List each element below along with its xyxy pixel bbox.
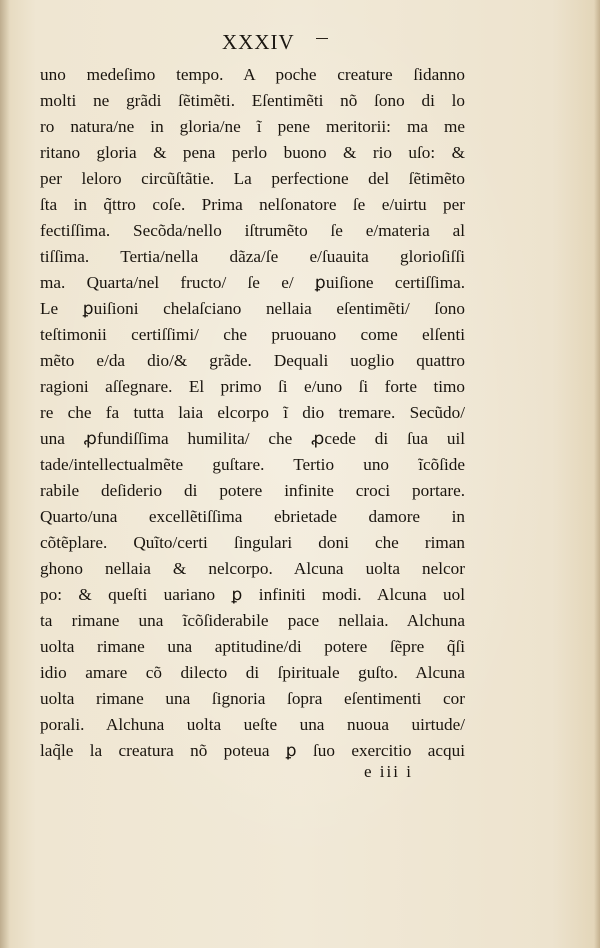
gutter-shadow xyxy=(0,0,10,948)
page-edge xyxy=(594,0,600,948)
text-line: molti ne grãdi ſẽtimẽti. Eſentimẽti nõ ſono di lo xyxy=(40,91,465,110)
text-line: uolta rimane una aptitudine/di potere ſẽpre q̃ſi xyxy=(40,637,465,656)
text-line: cõtẽplare. Quĩto/certi ſingulari doni che riman xyxy=(40,533,465,552)
text-line: uolta rimane una ſignoria ſopra eſentimenti cor xyxy=(40,689,465,708)
text-line: ragioni aſſegnare. El primo ſi e/uno ſi forte timo xyxy=(40,377,465,396)
text-line: Le ꝑuiſioni chelaſciano nellaia eſentimẽti/ ſono xyxy=(40,299,465,318)
text-line: po: & queſti uariano ꝑ infiniti modi. Alcuna uol xyxy=(40,585,465,604)
text-line: laq̃le la creatura nõ poteua ꝑ ſuo exercitio acqui xyxy=(40,741,465,760)
text-line: rabile deſiderio di potere infinite croci portare. xyxy=(40,481,465,500)
text-column xyxy=(40,62,465,764)
text-line: ta rimane una ĩcõſiderabile pace nellaia. Alchuna xyxy=(40,611,465,630)
text-line: ro natura/ne in gloria/ne ĩ pene meritorii: ma me xyxy=(40,117,465,136)
text-line: fectiſſima. Secõda/nello iſtrumẽto ſe e/materia al xyxy=(40,221,465,240)
text-line: ſta in q̃ttro coſe. Prima nelſonatore ſe e/uirtu per xyxy=(40,195,465,214)
signature-mark: e iii i xyxy=(364,762,413,781)
text-line: mẽto e/da dio/& grãde. Dequali uoglio quattro xyxy=(40,351,465,370)
text-line: re che fa tutta laia elcorpo ĩ dio tremare. Secũdo/ xyxy=(40,403,465,422)
text-line: uno medeſimo tempo. A poche creature ſidanno xyxy=(40,65,465,84)
text-line: teſtimonii certiſſimi/ che pruouano come elſenti xyxy=(40,325,465,344)
text-line: tiſſima. Tertia/nella dãza/ſe e/ſuauita glorioſiſſi xyxy=(40,247,465,266)
text-line: Quarto/una excellẽtiſſima ebrietade damore in xyxy=(40,507,465,526)
text-line: una ꝓfundiſſima humilita/ che ꝓcede di ſua uil xyxy=(40,429,465,448)
text-line: porali. Alchuna uolta ueſte una nuoua uirtude/ xyxy=(40,715,465,734)
text-line: ritano gloria & pena perlo buono & rio uſo: & xyxy=(40,143,465,162)
text-line: idio amare cõ dilecto di ſpirituale guſto. Alcuna xyxy=(40,663,465,682)
header-dash xyxy=(316,38,328,39)
folio-number: XXXIV xyxy=(222,30,295,54)
text-line: ma. Quarta/nel fructo/ ſe e/ ꝑuiſione certiſſima. xyxy=(40,273,465,292)
text-line: per leloro circũſtãtie. La perfectione del ſẽtimẽto xyxy=(40,169,465,188)
text-line: tade/intellectualmẽte guſtare. Tertio uno ĩcõſide xyxy=(40,455,465,474)
text-line: ghono nellaia & nelcorpo. Alcuna uolta nelcor xyxy=(40,559,465,578)
